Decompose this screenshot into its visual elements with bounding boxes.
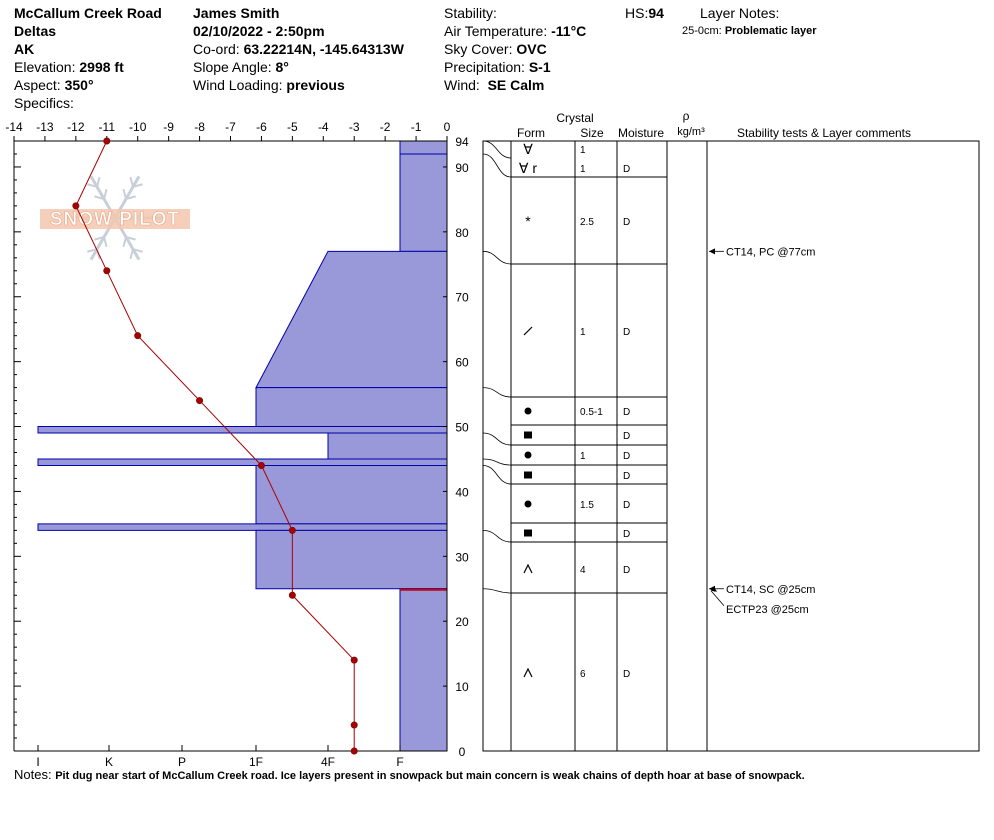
- temperature-point: [196, 397, 202, 403]
- height-tick-label: 20: [455, 615, 469, 630]
- layer-note: 25-0cm: Problematic layer: [682, 25, 817, 37]
- table-row: [524, 471, 630, 482]
- header-rho: ρ: [682, 109, 690, 123]
- moisture: D: [623, 471, 631, 482]
- crystal-form-rounds: [525, 408, 532, 415]
- temperature-tick-label: -7: [225, 120, 236, 134]
- slope-angle: Slope Angle: 8°: [193, 59, 289, 75]
- height-tick-label: 70: [455, 290, 469, 305]
- table-row: [524, 669, 630, 680]
- location-name: McCallum Creek Road: [14, 5, 162, 21]
- temperature-tick-label: -4: [317, 120, 329, 134]
- aspect: Aspect: 350°: [14, 77, 94, 93]
- hardness-layer: [256, 251, 447, 387]
- height-tick-label: 80: [455, 225, 469, 240]
- region: Deltas: [14, 23, 57, 39]
- hardness-tick-label: F: [396, 755, 404, 769]
- hardness-layer: [256, 530, 447, 588]
- table-row: [525, 500, 631, 511]
- observation-datetime: 02/10/2022 - 2:50pm: [193, 23, 325, 39]
- layer-connector: [483, 589, 511, 593]
- crystal-size: 2.5: [580, 217, 594, 228]
- moisture: D: [623, 500, 631, 511]
- precipitation: Precipitation: S-1: [444, 59, 551, 75]
- snowflake-branch: [97, 177, 100, 187]
- stability-tests: [709, 246, 815, 615]
- hardness-layer: [38, 427, 447, 433]
- temperature-line: [76, 141, 354, 751]
- table-frame: [483, 141, 979, 751]
- moisture: D: [623, 529, 631, 540]
- layer-table: [483, 109, 979, 751]
- crystal-form-depth-hoar: [524, 565, 532, 573]
- moisture: D: [623, 669, 631, 680]
- temperature-point: [351, 748, 357, 754]
- stability-test: [709, 246, 815, 258]
- layer-notes-label: Layer Notes:: [700, 5, 780, 21]
- crystal-form: ∀ r: [518, 160, 538, 176]
- crystal-size: 0.5-1: [580, 407, 603, 418]
- crystal-size: 4: [580, 565, 586, 576]
- stability-test-label: ECTP23 @25cm: [726, 603, 809, 616]
- snow-height: HS:94: [625, 5, 664, 21]
- layer-connector: [483, 251, 511, 264]
- crystal-form-melt: [524, 432, 532, 439]
- header-form: Form: [517, 126, 545, 140]
- sky-cover: Sky Cover: OVC: [444, 41, 547, 57]
- logo-text: SNOW PILOT: [49, 209, 181, 230]
- hardness-layer: [38, 459, 447, 465]
- air-temperature: Air Temperature: -11°C: [444, 23, 587, 39]
- table-row: [523, 141, 586, 157]
- state: AK: [14, 41, 35, 57]
- temperature-point: [351, 722, 357, 728]
- stability-test: [709, 584, 815, 596]
- elevation: Elevation: 2998 ft: [14, 59, 124, 75]
- specifics: Specifics:: [14, 95, 74, 111]
- temperature-tick-label: -8: [194, 120, 205, 134]
- hardness-tick-label: P: [177, 755, 187, 769]
- moisture: D: [623, 565, 631, 576]
- crystal-size: 1: [580, 145, 586, 156]
- hardness-tick-label: 4F: [320, 755, 336, 769]
- wind: Wind: SE Calm: [444, 77, 545, 93]
- height-tick-label: 40: [455, 485, 469, 500]
- stability-test-arrow: [709, 248, 715, 254]
- temperature-tick-label: -14: [5, 120, 23, 134]
- temperature-tick-label: -5: [287, 120, 298, 134]
- temperature-point: [135, 332, 141, 338]
- temperature-tick-label: -12: [67, 120, 85, 134]
- height-tick-label: 60: [455, 355, 469, 370]
- header-comments: Stability tests & Layer comments: [736, 126, 912, 140]
- crystal-size: 6: [580, 669, 586, 680]
- temperature-point: [258, 462, 264, 468]
- layer-connector: [483, 459, 511, 465]
- table-row: [524, 529, 630, 540]
- table-row: [524, 327, 630, 338]
- coordinates: Co-ord: 63.22214N, -145.64313W: [193, 41, 404, 57]
- snowflake-branch: [123, 189, 126, 199]
- stability-test-label: CT14, SC @25cm: [726, 583, 816, 596]
- crystal-form: ∀: [523, 141, 533, 157]
- layer-connector: [483, 141, 511, 158]
- crystal-form-decomposed: [524, 327, 532, 335]
- hardness-layer: [256, 388, 447, 427]
- stability-test-leader: [711, 591, 724, 606]
- table-row: [524, 565, 630, 576]
- crystal-form-rounds: [525, 501, 532, 508]
- temperature-point: [289, 527, 295, 533]
- hardness-tick-label: 1F: [248, 755, 264, 769]
- height-tick-label: 94: [455, 135, 469, 149]
- temperature-profile: [73, 138, 358, 754]
- temperature-point: [289, 592, 295, 598]
- layer-connector: [483, 465, 511, 484]
- layer-connector: [483, 388, 511, 397]
- height-tick-label: 0: [458, 745, 466, 759]
- moisture: D: [623, 407, 631, 418]
- snowflake-branch: [123, 237, 126, 247]
- temperature-point: [104, 268, 110, 274]
- observer-name: James Smith: [193, 5, 280, 21]
- temperature-point: [104, 138, 110, 144]
- table-row: [525, 407, 631, 418]
- temperature-tick-label: 0: [443, 120, 451, 134]
- moisture: D: [623, 431, 631, 442]
- snowflake-branch: [104, 237, 107, 247]
- hardness-layer: [400, 154, 447, 251]
- snowflake-branch: [130, 177, 133, 187]
- hardness-layer: [400, 141, 447, 154]
- temperature-point: [351, 657, 357, 663]
- height-tick-label: 50: [455, 420, 469, 435]
- moisture: D: [623, 327, 631, 338]
- moisture: D: [623, 164, 631, 175]
- hardness-tick-label: K: [104, 755, 114, 769]
- stability-test-label: CT14, PC @77cm: [726, 246, 816, 259]
- moisture: D: [623, 451, 631, 462]
- hardness-layer: [400, 589, 447, 751]
- height-tick-label: 30: [455, 550, 469, 565]
- crystal-form-depth-hoar: [524, 669, 532, 677]
- snowflake-branch: [130, 249, 133, 259]
- crystal-form-rounds: [525, 452, 532, 459]
- crystal-size: 1.5: [580, 500, 594, 511]
- temperature-tick-label: -13: [36, 120, 54, 134]
- temperature-tick-label: -1: [410, 120, 422, 134]
- header-moisture: Moisture: [617, 126, 665, 140]
- snowflake-branch: [104, 189, 107, 199]
- table-row: [525, 213, 630, 229]
- crystal-form-melt: [524, 530, 532, 537]
- layer-connector: [483, 433, 511, 445]
- crystal-form: *: [525, 213, 531, 229]
- table-row: [525, 451, 631, 462]
- notes: Notes: Pit dug near start of McCallum Creek road. Ice layers present in snowpack but main concern is weak chains of depth hoar at base of snowpack.: [14, 767, 805, 782]
- crystal-form-melt: [524, 472, 532, 479]
- height-tick-label: 90: [455, 160, 469, 175]
- header-size: Size: [580, 126, 604, 140]
- temperature-tick-label: -6: [256, 120, 267, 134]
- hardness-layer: [328, 433, 447, 459]
- temperature-tick-label: -3: [348, 120, 360, 134]
- temperature-tick-label: -9: [163, 120, 174, 134]
- moisture: D: [623, 217, 631, 228]
- height-tick-label: 10: [455, 680, 469, 695]
- snowpilot-logo: [40, 176, 190, 259]
- crystal-size: 1: [580, 451, 586, 462]
- stability: Stability:: [444, 5, 497, 21]
- crystal-size: 1: [580, 164, 586, 175]
- header-density-unit: kg/m³: [677, 126, 705, 138]
- temperature-point: [73, 203, 79, 209]
- layer-connector: [483, 530, 511, 542]
- wind-loading: Wind Loading: previous: [193, 77, 345, 93]
- temperature-tick-label: -2: [379, 120, 391, 134]
- crystal-size: 1: [580, 327, 586, 338]
- header-crystal: Crystal: [556, 111, 594, 125]
- temperature-tick-label: -10: [129, 120, 147, 134]
- hardness-tick-label: I: [36, 755, 40, 769]
- table-row: [524, 431, 630, 442]
- temperature-tick-label: -11: [98, 120, 116, 134]
- hardness-layer: [38, 524, 447, 530]
